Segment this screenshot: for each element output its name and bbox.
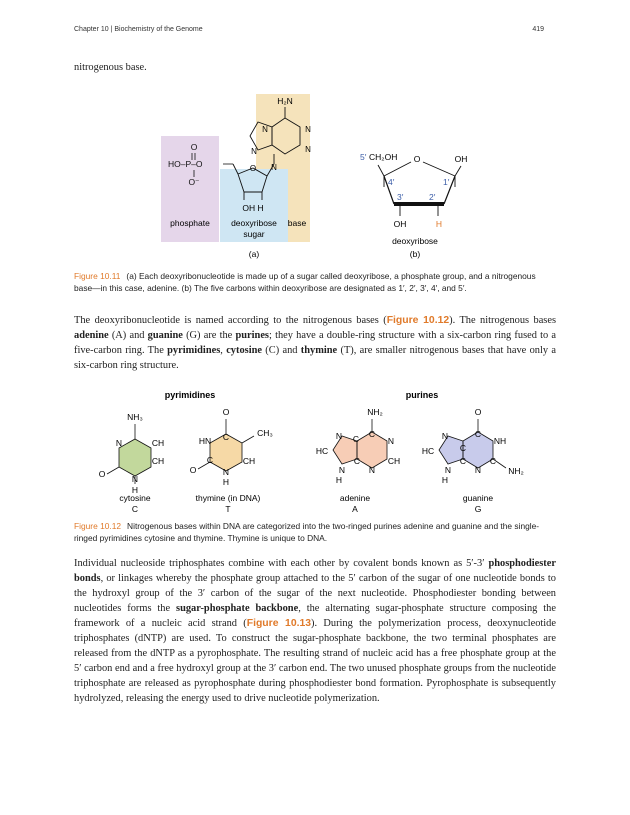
thy-o: O [189, 465, 197, 475]
phosphate-ho-p-o: HO–P–O [168, 159, 203, 169]
carbon-4-label: 4′ [388, 177, 395, 187]
adenine-structure [316, 407, 400, 485]
thy-o: O [222, 407, 230, 417]
ade-ch: CH [387, 456, 401, 466]
cyt-ch: CH [151, 456, 165, 466]
base-letter-g: G [474, 504, 482, 514]
base-letter-t: T [225, 504, 231, 514]
gua-c: C [459, 456, 467, 466]
adenine-n-glycosidic: N [271, 163, 277, 172]
h-label: H [435, 219, 443, 229]
carbon-5-label: 5′ [360, 152, 367, 162]
ade-n: N [387, 436, 395, 446]
cyt-n: N [131, 474, 139, 484]
guanine-structure [422, 407, 524, 485]
intro-fragment: nitrogenous base. [74, 62, 147, 73]
purines-title: purines [405, 390, 439, 400]
thy-c: C [222, 432, 230, 442]
page-number: 419 [532, 26, 544, 33]
figure-10-11 [150, 92, 480, 260]
ring-o-label: O [413, 154, 421, 164]
thy-ch3: CH₃ [257, 428, 273, 438]
gua-o: O [474, 407, 482, 417]
ade-nh2: NH₂ [367, 407, 383, 417]
ch2oh-label: CH₂OH [369, 152, 398, 162]
ade-c: C [368, 429, 376, 439]
gua-n: N [441, 431, 449, 441]
cytosine-structure [99, 412, 164, 495]
gua-n: N [474, 465, 482, 475]
label-deoxyribose-b: deoxyribose [392, 236, 438, 246]
gua-c: C [489, 456, 497, 466]
sugar-ring-o: O [249, 164, 257, 173]
ade-n: N [338, 465, 346, 475]
adenine-n: N [251, 147, 257, 156]
thy-n: N [222, 467, 230, 477]
cyt-h: H [131, 485, 139, 495]
running-header-chapter: Chapter 10 | Biochemistry of the Genome [74, 26, 203, 33]
base-name-cytosine: cytosine [119, 493, 151, 503]
label-panel-b: (b) [409, 249, 421, 259]
pyrimidines-title: pyrimidines [164, 390, 216, 400]
label-phosphate: phosphate [170, 218, 210, 228]
adenine-amine: H₂N [277, 96, 293, 106]
base-letter-a: A [352, 504, 358, 514]
figure-link[interactable]: Figure 10.13 [246, 618, 312, 629]
thy-h: H [222, 477, 230, 487]
thy-ch: CH [242, 456, 256, 466]
carbon-1-label: 1′ [443, 177, 450, 187]
thymine-structure [190, 407, 273, 487]
adenine-n: N [262, 125, 268, 134]
phosphate-o-minus: O⁻ [188, 177, 200, 187]
base-name-thymine: thymine (in DNA) [195, 493, 261, 503]
paragraph-phosphodiester: Individual nucleoside triphosphates combine with each other by covalent bonds known as 5′-3′ phosphodiester bonds, or linkages whereby the phosphate group attached to the 5′ carbon of the sugar of one nucleotide bonds to the hydroxyl group of the 3′ carbon of the sugar of the next nucleotide. Phosphodiester bonding between nucleotides forms the sugar-phosphate backbone, the alternating sugar-phosphate structure composing the framework of a nucleic acid strand (Figure 10.13). During the polymerization process, deoxynucleotide triphosphates (dNTP) are used. To construct the sugar-phosphate backbone, the two terminal phosphates are released from the dNTP as a pyrophosphate. The resulting strand of nucleic acid has a free phosphate group at the 5′ carbon end and a free hydroxyl group at the 3′ carbon end. The two unused phosphate groups from the nucleotide triphosphate are released as pyrophosphate during phosphodiester bond formation. Pyrophosphate is subsequently hydrolyzed, releasing the energy used to drive nucleotide polymerization. [74, 558, 556, 704]
cyt-o: O [98, 469, 106, 479]
ade-n: N [335, 431, 343, 441]
cyt-ch: CH [151, 438, 165, 448]
gua-c: C [474, 429, 482, 439]
figure-10-12-caption [74, 521, 556, 544]
caption-text: (a) Each deoxyribonucleotide is made up of a sugar called deoxyribose, a phosphate group, and a nitrogenous base—in this case, adenine. (b) The five carbons within deoxyribose are designated as 1′, 2′, 3′, 4′, and 5′. [74, 271, 536, 293]
gua-nh: NH [493, 436, 507, 446]
figure-10-12 [88, 384, 558, 518]
gua-hc: HC [421, 446, 435, 456]
base-name-adenine: adenine [339, 493, 371, 503]
sugar-oh-h: OH H [242, 203, 264, 213]
paragraph-nitrogenous-bases: The deoxyribonucleotide is named according to the nitrogenous bases (Figure 10.12). The nitrogenous bases adenine (A) and guanine (G) are the purines; they have a double-ring structure with a six-carbon ring fused to a five-carbon ring. The pyrimidines, cytosine (C) and thymine (T), are smaller nitrogenous bases that have only a six-carbon ring structure. [74, 315, 557, 371]
base-name-guanine: guanine [462, 493, 494, 503]
cyt-n: N [115, 438, 123, 448]
gua-c: C [459, 443, 467, 453]
caption-label: Figure 10.12 [74, 521, 122, 531]
caption-text: Nitrogenous bases within DNA are categorized into the two-ringed purines adenine and guanine and the single-ringed pyrimidines cytosine and thymine. Thymine is unique to DNA. [74, 521, 540, 543]
thy-c: C [206, 455, 214, 465]
phosphate-o-top: O [190, 142, 198, 152]
figure-link[interactable]: Figure 10.12 [386, 315, 450, 326]
ade-c: C [353, 456, 361, 466]
figure-10-11-caption [74, 271, 556, 294]
label-sugar: sugar [243, 229, 265, 239]
thy-hn: HN [198, 436, 212, 446]
label-panel-a: (a) [248, 249, 260, 259]
oh-bottom-label: OH [393, 219, 407, 229]
ade-h: H [335, 475, 343, 485]
caption-label: Figure 10.11 [74, 271, 121, 281]
adenine-n: N [305, 145, 311, 154]
cyt-nh3: NH₃ [127, 412, 143, 422]
gua-h: H [441, 475, 449, 485]
adenine-n: N [305, 125, 311, 134]
carbon-2-label: 2′ [429, 192, 436, 202]
carbon-3-label: 3′ [397, 192, 404, 202]
ade-n: N [368, 465, 376, 475]
gua-n: N [444, 465, 452, 475]
ade-hc: HC [315, 446, 329, 456]
label-base: base [287, 218, 307, 228]
base-letter-c: C [131, 504, 139, 514]
oh-top-label: OH [454, 154, 468, 164]
ade-c: C [352, 434, 360, 444]
deoxyribose-ring-b [378, 162, 461, 216]
gua-nh2: NH₂ [508, 466, 524, 476]
label-deoxyribose: deoxyribose [231, 218, 277, 228]
